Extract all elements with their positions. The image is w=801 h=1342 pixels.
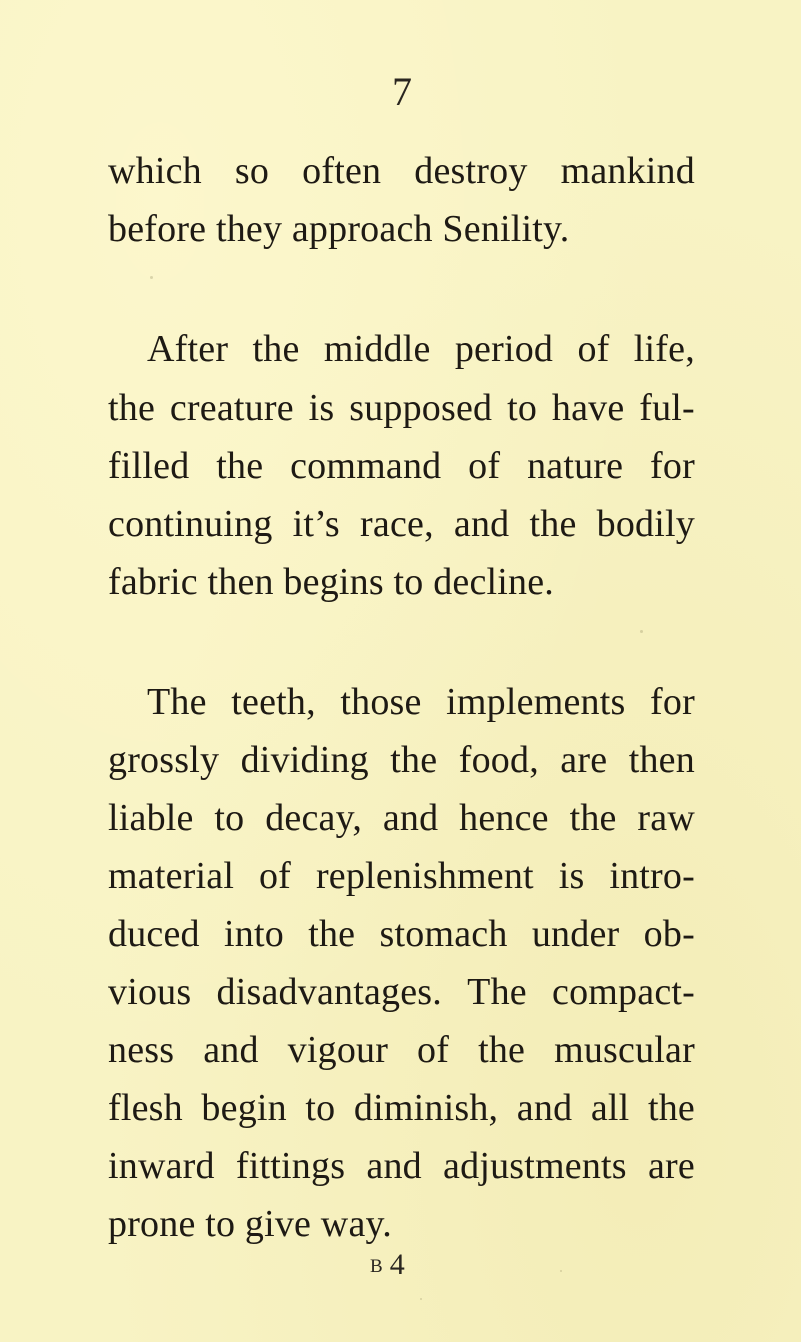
word: vigour bbox=[287, 1029, 389, 1071]
word: the bbox=[216, 445, 264, 487]
word: it’s bbox=[292, 503, 340, 545]
text-line bbox=[108, 1031, 695, 1069]
word: command bbox=[290, 445, 442, 487]
word: of bbox=[468, 445, 501, 487]
word: then bbox=[628, 739, 695, 781]
printer-signature bbox=[370, 1248, 405, 1282]
text-line bbox=[108, 152, 695, 190]
word: the bbox=[647, 1087, 695, 1129]
word: After bbox=[147, 328, 229, 370]
word: middle bbox=[323, 328, 431, 370]
word: often bbox=[302, 150, 382, 192]
word: The bbox=[147, 681, 207, 723]
word: under bbox=[531, 913, 620, 955]
word: so bbox=[234, 150, 270, 192]
page-number: 7 bbox=[392, 69, 412, 114]
text-line bbox=[108, 1205, 392, 1243]
word: race, bbox=[360, 503, 434, 545]
word: muscular bbox=[554, 1029, 695, 1071]
word: to bbox=[305, 1087, 336, 1129]
line-text: before they approach Senility. bbox=[108, 208, 570, 250]
word: teeth, bbox=[231, 681, 316, 723]
line-text: prone to give way. bbox=[108, 1203, 392, 1245]
word: which bbox=[108, 150, 202, 192]
word: of bbox=[417, 1029, 450, 1071]
word: ness bbox=[108, 1029, 175, 1071]
word: The bbox=[467, 971, 527, 1013]
word: all bbox=[590, 1087, 630, 1129]
word: period bbox=[454, 328, 554, 370]
word: into bbox=[224, 913, 284, 955]
word: the bbox=[529, 503, 577, 545]
word: destroy bbox=[414, 150, 528, 192]
word: creature bbox=[169, 387, 294, 429]
word: the bbox=[108, 387, 156, 429]
text-line bbox=[108, 915, 695, 953]
word: and bbox=[366, 1145, 422, 1187]
line-text: fabric then begins to decline. bbox=[108, 561, 555, 603]
word: for bbox=[650, 445, 695, 487]
text-line bbox=[147, 330, 695, 368]
text-line bbox=[108, 1147, 695, 1185]
paper-speck bbox=[560, 1270, 562, 1272]
word: are bbox=[647, 1145, 695, 1187]
word: implements bbox=[446, 681, 626, 723]
word: the bbox=[390, 739, 438, 781]
word: continuing bbox=[108, 503, 273, 545]
word: begin bbox=[201, 1087, 287, 1129]
word: vious bbox=[108, 971, 192, 1013]
word: nature bbox=[527, 445, 624, 487]
word: the bbox=[308, 913, 356, 955]
word: grossly bbox=[108, 739, 220, 781]
word: and bbox=[203, 1029, 259, 1071]
word: dividing bbox=[240, 739, 369, 781]
text-line bbox=[108, 973, 695, 1011]
word: to bbox=[507, 387, 538, 429]
word: replenishment bbox=[315, 855, 534, 897]
word: and bbox=[516, 1087, 573, 1129]
word: and bbox=[382, 797, 439, 839]
word: bodily bbox=[596, 503, 695, 545]
word: hence bbox=[459, 797, 549, 839]
word: of bbox=[577, 328, 610, 370]
word: supposed bbox=[349, 387, 493, 429]
word: duced bbox=[108, 913, 200, 955]
text-line bbox=[108, 389, 695, 427]
word: compact- bbox=[552, 971, 695, 1013]
word: is bbox=[558, 855, 585, 897]
word: stomach bbox=[379, 913, 508, 955]
word: inward bbox=[108, 1145, 215, 1187]
word: the bbox=[569, 797, 617, 839]
word: fittings bbox=[235, 1145, 346, 1187]
text-line bbox=[108, 799, 695, 837]
word: decay, bbox=[265, 797, 363, 839]
word: are bbox=[560, 739, 608, 781]
word: and bbox=[453, 503, 510, 545]
word: the bbox=[478, 1029, 526, 1071]
word: filled bbox=[108, 445, 190, 487]
word: the bbox=[252, 328, 300, 370]
word: food, bbox=[458, 739, 539, 781]
text-line bbox=[108, 1089, 695, 1127]
word: adjustments bbox=[443, 1145, 627, 1187]
paper-speck bbox=[150, 276, 153, 279]
word: ob- bbox=[643, 913, 695, 955]
word: raw bbox=[637, 797, 695, 839]
signature-letter: B bbox=[370, 1256, 384, 1277]
word: of bbox=[258, 855, 292, 897]
text-line bbox=[108, 857, 695, 895]
text-line bbox=[108, 447, 695, 485]
text-line bbox=[108, 563, 554, 601]
word: for bbox=[650, 681, 695, 723]
word: diminish, bbox=[353, 1087, 499, 1129]
signature-number: 4 bbox=[389, 1248, 405, 1281]
word: flesh bbox=[108, 1087, 183, 1129]
word: is bbox=[308, 387, 335, 429]
word: mankind bbox=[560, 150, 695, 192]
paper-speck bbox=[420, 1298, 422, 1300]
word: ful- bbox=[639, 387, 695, 429]
word: those bbox=[340, 681, 422, 723]
text-line bbox=[108, 210, 569, 248]
word: life, bbox=[633, 328, 695, 370]
word: liable bbox=[108, 797, 194, 839]
word: disadvantages. bbox=[216, 971, 442, 1013]
word: have bbox=[551, 387, 625, 429]
paper-speck bbox=[640, 630, 643, 633]
text-line bbox=[108, 505, 695, 543]
word: to bbox=[214, 797, 245, 839]
word: material bbox=[108, 855, 235, 897]
word: intro- bbox=[609, 855, 695, 897]
text-line bbox=[108, 741, 695, 779]
text-line bbox=[147, 683, 695, 721]
